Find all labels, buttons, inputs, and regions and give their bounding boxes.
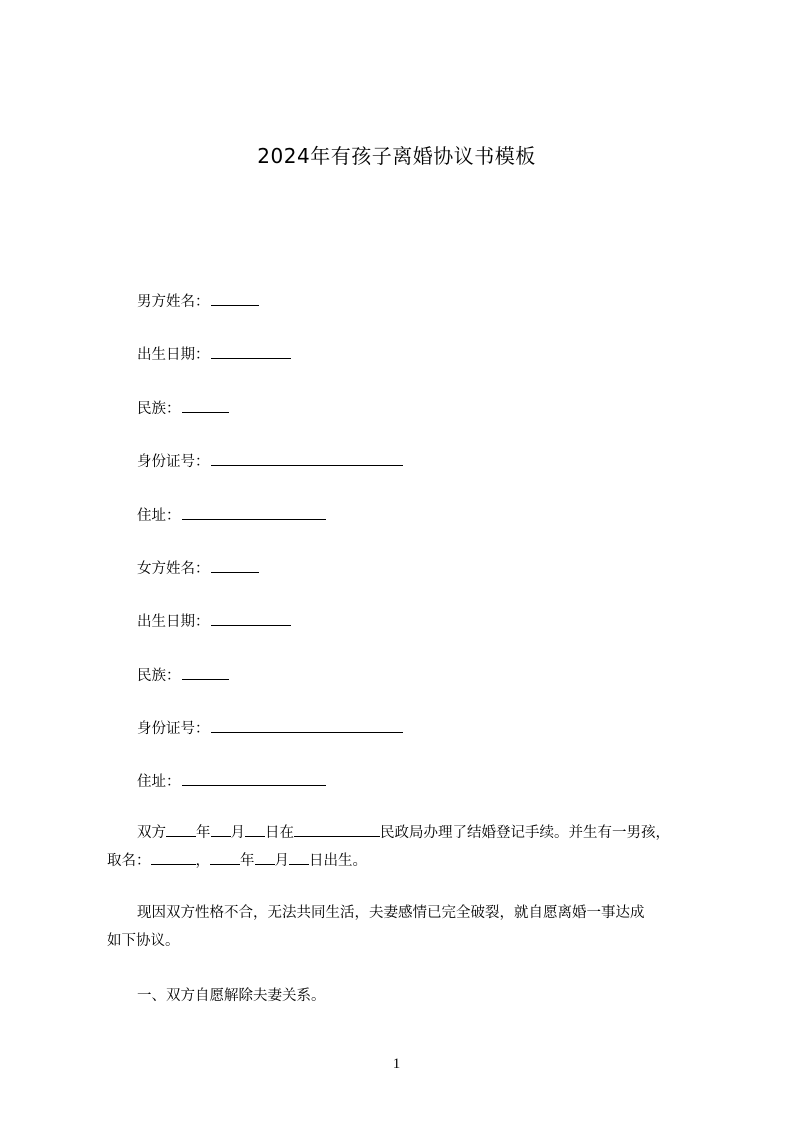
document-title: 2024年有孩子离婚协议书模板 [257,144,536,168]
female-ethnicity-field [137,665,229,686]
section-1-heading: 一、双方自愿解除夫妻关系。 [137,988,326,1004]
male-id-field [137,451,403,472]
male-name-label: 男方姓名： [137,294,210,310]
marriage-text-month: 月 [230,825,245,841]
female-birth-field [137,611,291,632]
child-text-month: 月 [274,853,289,869]
male-name-field [137,291,259,312]
female-birth-label: 出生日期： [137,614,210,630]
female-name-label: 女方姓名： [137,561,210,577]
male-ethnicity-field [137,398,229,419]
female-address-label: 住址： [137,774,181,790]
child-birth-year-blank[interactable] [210,850,240,865]
marriage-paragraph [107,819,707,875]
male-name-blank[interactable] [211,291,259,306]
female-name-blank[interactable] [211,558,259,573]
marriage-month-blank[interactable] [211,822,231,837]
male-address-blank[interactable] [182,505,326,520]
female-ethnicity-blank[interactable] [182,665,229,680]
marriage-text-day-at: 日在 [265,825,294,841]
child-comma: ， [195,853,210,869]
male-id-label: 身份证号： [137,454,210,470]
reason-line-1: 现因双方性格不合，无法共同生活，夫妻感情已完全破裂，就自愿离婚一事达成 [137,905,645,921]
marriage-line-2 [107,847,707,875]
child-name-label: 取名： [107,853,151,869]
female-address-blank[interactable] [182,771,326,786]
marriage-day-blank[interactable] [245,822,265,837]
female-id-blank[interactable] [211,718,403,733]
female-birth-blank[interactable] [211,611,291,626]
child-text-born: 日出生。 [309,853,367,869]
marriage-year-blank[interactable] [166,822,196,837]
female-ethnicity-label: 民族： [137,668,181,684]
marriage-line-1 [107,819,707,847]
male-birth-blank[interactable] [211,344,291,359]
female-id-label: 身份证号： [137,721,210,737]
male-ethnicity-blank[interactable] [182,398,229,413]
reason-paragraph [107,899,707,955]
male-id-blank[interactable] [211,451,403,466]
female-name-field [137,558,259,579]
child-birth-day-blank[interactable] [289,850,309,865]
marriage-text-year: 年 [196,825,211,841]
marriage-bureau-blank[interactable] [294,822,380,837]
marriage-text-registration: 民政局办理了结婚登记手续。并生有一男孩， [380,825,670,841]
female-address-field [137,771,326,792]
male-address-label: 住址： [137,508,181,524]
female-id-field [137,718,403,739]
page-number: 1 [392,1056,401,1072]
marriage-text-both: 双方 [137,825,166,841]
child-text-year: 年 [240,853,255,869]
male-birth-field [137,344,291,365]
male-address-field [137,505,326,526]
male-ethnicity-label: 民族： [137,401,181,417]
reason-line-2: 如下协议。 [107,933,180,949]
child-birth-month-blank[interactable] [255,850,275,865]
child-name-blank[interactable] [151,850,196,865]
male-birth-label: 出生日期： [137,347,210,363]
